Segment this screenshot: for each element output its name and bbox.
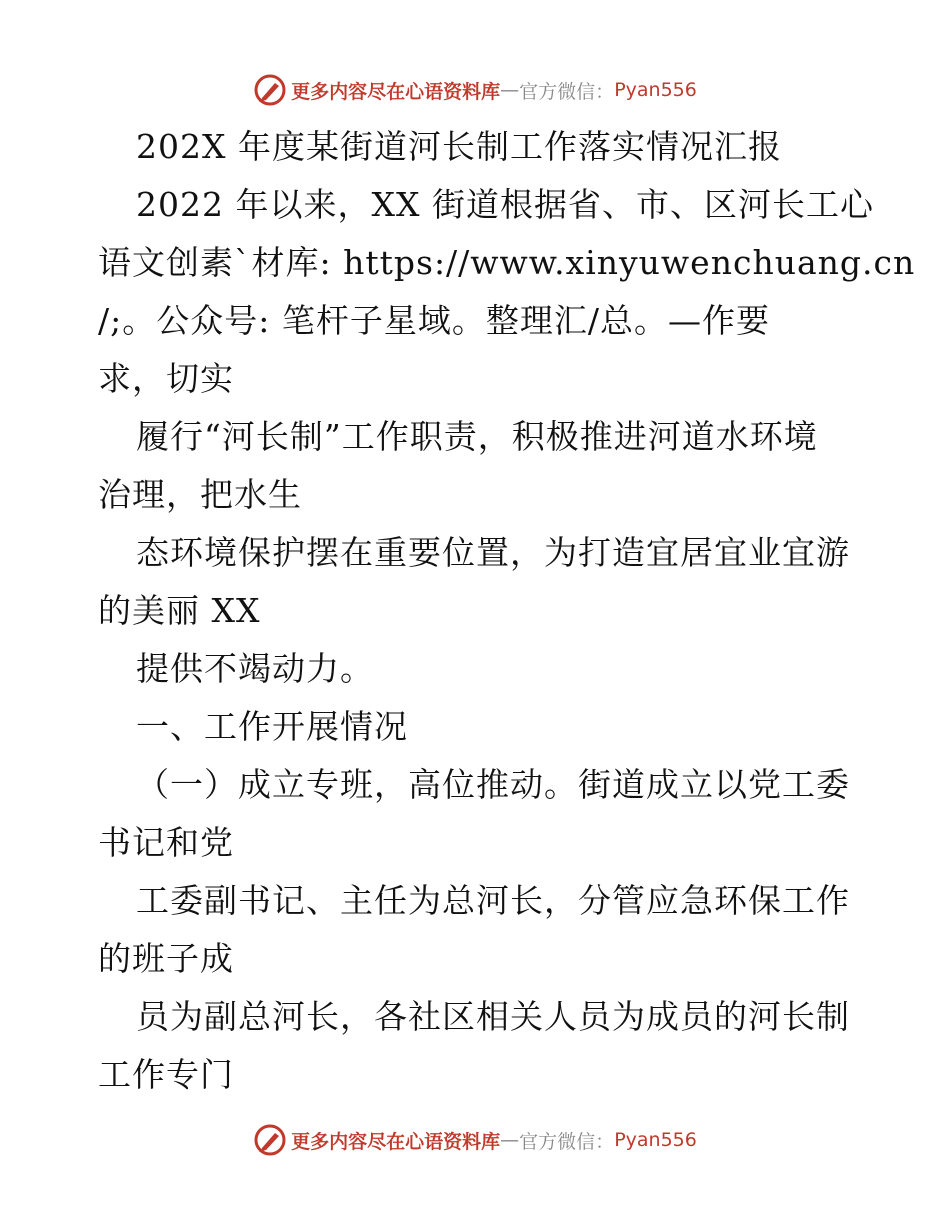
- text-line: 一、工作开展情况: [136, 707, 408, 746]
- text-line: 态环境保护摆在重要位置，为打造宜居宜业宜游: [136, 533, 850, 572]
- text-line: 求，切实: [98, 359, 234, 398]
- text-line: 工作专门: [98, 1055, 234, 1094]
- banner-dash: —: [500, 79, 520, 101]
- pen-logo-icon: [253, 1123, 287, 1157]
- text-line: 治理，把水生: [98, 475, 302, 514]
- header-watermark-banner: [0, 70, 950, 110]
- text-line: （一）成立专班，高位推动。街道成立以党工委: [136, 765, 850, 804]
- banner-main-text: 更多内容尽在心语资料库: [291, 80, 501, 103]
- text-line: 书记和党: [98, 823, 234, 862]
- banner-main-text: 更多内容尽在心语资料库: [291, 1130, 501, 1153]
- text-line: 履行“河长制”工作职责，积极推进河道水环境: [136, 417, 818, 456]
- text-line: 提供不竭动力。: [136, 649, 374, 688]
- pen-logo-icon: [253, 73, 287, 107]
- text-line: 工委副书记、主任为总河长，分管应急环保工作: [136, 881, 850, 920]
- banner-wechat-id: Pyan556: [614, 79, 697, 101]
- footer-watermark-banner: [0, 1120, 950, 1160]
- text-line: 语文创素`材库: https://www.xinyuwenchuang.cn: [98, 243, 916, 282]
- text-line: 的美丽 XX: [98, 591, 261, 630]
- text-line: 员为副总河长，各社区相关人员为成员的河长制: [136, 997, 850, 1036]
- document-title: 202X 年度某街道河长制工作落实情况汇报: [136, 127, 782, 166]
- text-line: 2022 年以来，XX 街道根据省、市、区河长工心: [136, 185, 874, 224]
- text-line: 的班子成: [98, 939, 234, 978]
- document-body: [98, 118, 916, 1104]
- banner-dash: —: [500, 1129, 520, 1151]
- banner-wechat-id: Pyan556: [614, 1129, 697, 1151]
- banner-official-label: 官方微信：: [519, 80, 615, 103]
- banner-official-label: 官方微信：: [519, 1130, 615, 1153]
- text-line: /;。公众号: 笔杆子星域。整理汇/总。—作要: [98, 301, 770, 340]
